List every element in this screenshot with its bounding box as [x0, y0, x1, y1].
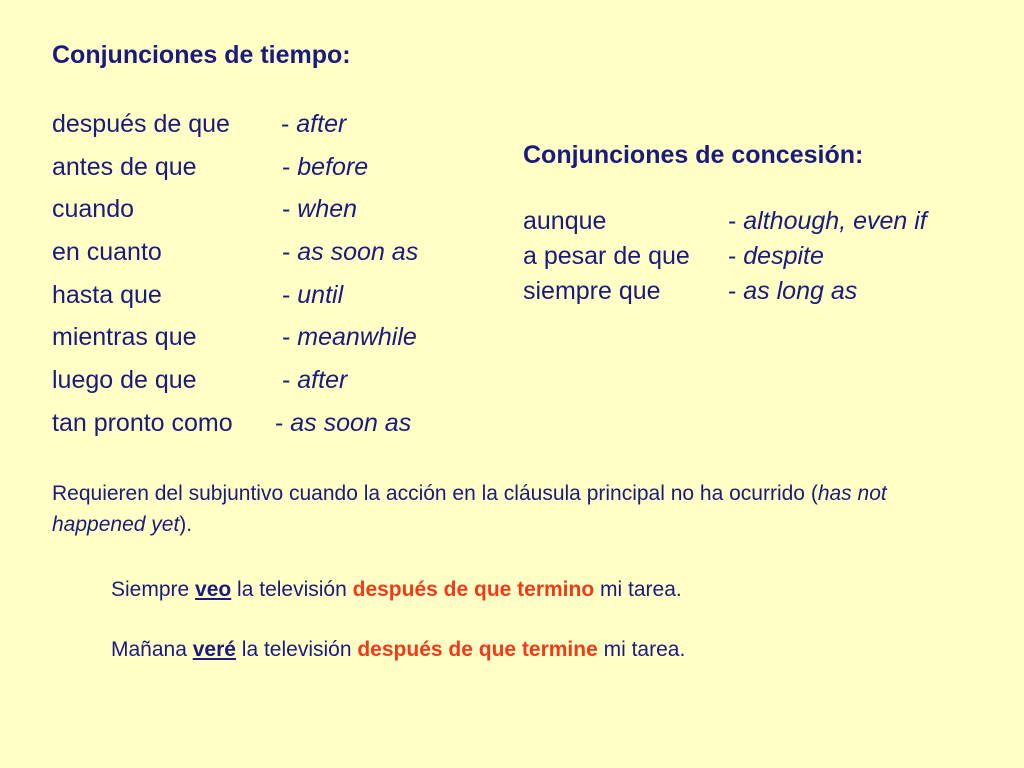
list-item [52, 405, 492, 448]
list-item [523, 239, 983, 274]
spanish-term: hasta que [52, 280, 162, 309]
spanish-term: mientras que [52, 323, 197, 352]
translation: - before [282, 152, 369, 181]
conjunction-clause: después de que termino [352, 578, 595, 601]
translation: - as long as [728, 277, 858, 305]
spanish-term: cuando [52, 195, 135, 224]
translation: - after [282, 366, 348, 395]
main-verb: veré [192, 638, 236, 661]
subjunctive-rule: Requieren del subjuntivo cuando la acción en la cláusula principal no ha ocurrido (has not happened yet). [52, 482, 887, 536]
translation: - although, even if [728, 207, 927, 235]
list-item [52, 149, 492, 192]
spanish-term: antes de que [52, 152, 197, 181]
translation: - as soon as [282, 238, 419, 267]
spanish-term: a pesar de que [523, 242, 690, 270]
spanish-term: después de que [52, 110, 230, 138]
list-item [52, 191, 492, 234]
list-item [52, 362, 492, 405]
translation: - meanwhile [282, 323, 417, 352]
list-item [52, 319, 492, 362]
spanish-term: luego de que [52, 366, 197, 395]
list-item [523, 204, 983, 239]
spanish-term: siempre que [523, 277, 661, 305]
spanish-term: tan pronto como [52, 408, 233, 437]
spanish-term: aunque [523, 207, 607, 235]
translation: - until [282, 280, 344, 309]
example-sentence: Siempre veo la televisión después de que termino mi tarea. [111, 578, 682, 601]
translation: - when [282, 195, 358, 224]
list-item [52, 234, 492, 277]
translation: - as soon as [275, 408, 412, 437]
example-sentence: Mañana veré la televisión después de que termine mi tarea. [111, 638, 686, 661]
spanish-term: en cuanto [52, 238, 162, 267]
concesion-list [523, 204, 983, 309]
list-item [52, 106, 492, 149]
translation: - despite [728, 242, 824, 270]
main-verb: veo [195, 578, 232, 601]
list-item [52, 277, 492, 320]
list-item [523, 274, 983, 309]
tiempo-title: Conjunciones de tiempo: [52, 41, 351, 69]
conjunction-clause: después de que termine [357, 638, 598, 661]
translation: - after [281, 110, 347, 138]
tiempo-list [52, 106, 492, 448]
concesion-title: Conjunciones de concesión: [523, 141, 864, 169]
